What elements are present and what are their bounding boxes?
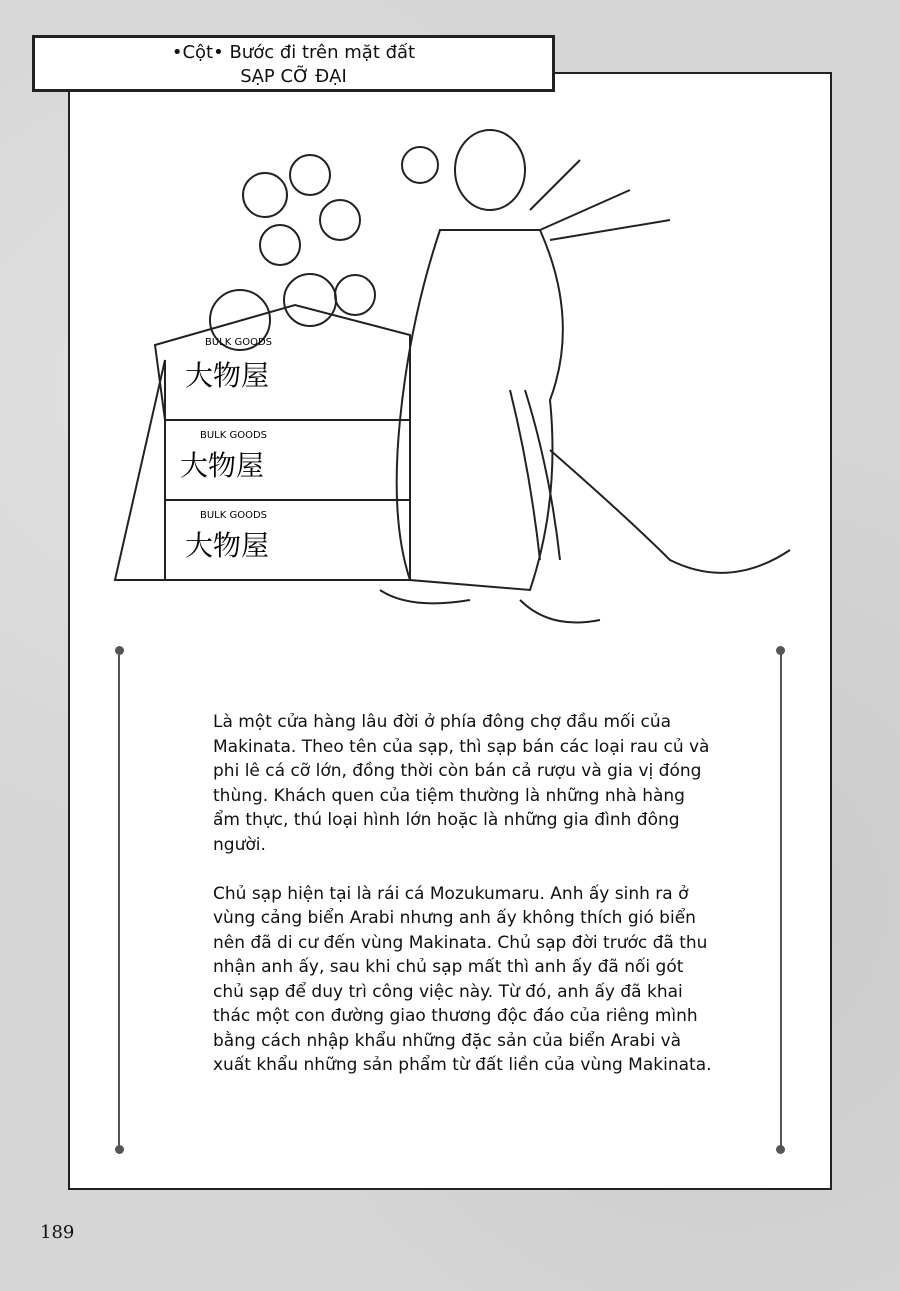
crate-label-en: BULK GOODS	[200, 430, 268, 441]
crate-label-en: BULK GOODS	[200, 510, 268, 521]
crate-label-jp: 大物屋	[180, 449, 265, 482]
page-number: 189	[40, 1222, 75, 1243]
otter-shopkeeper-illustration	[110, 120, 800, 650]
paragraph: Là một cửa hàng lâu đời ở phía đông chợ đầu mối của Makinata. Theo tên của sạp, thì sạp bán các loại rau củ và phi lê cá cỡ lớn, đồng thời còn bán cả rượu và gia vị đóng thùng. Khách quen của tiệm thường là những nhà hàng ẩm thực, thú loại hình lớn hoặc là những gia đình đông người.	[213, 712, 710, 855]
column-label: •Cột• Bước đi trên mặt đất	[171, 42, 416, 63]
article-body	[213, 710, 713, 1102]
page-title: SẠP CỠ ĐẠI	[240, 66, 347, 87]
crate-label-jp: 大物屋	[185, 529, 270, 562]
otter	[380, 130, 790, 623]
crate-label-en: BULK GOODS	[205, 337, 273, 348]
left-text-bracket	[118, 650, 128, 1150]
title-box	[32, 35, 555, 92]
right-text-bracket	[772, 650, 782, 1150]
paragraph: Chủ sạp hiện tại là rái cá Mozukumaru. Anh ấy sinh ra ở vùng cảng biển Arabi nhưng anh ấy không thích gió biển nên đã di cư đến vùng Makinata. Chủ sạp đời trước đã thu nhận anh ấy, sau khi chủ sạp mất thì anh ấy đã nối gót chủ sạp để duy trì công việc này. Từ đó, anh ấy đã khai thác một con đường giao thương độc đáo của riêng mình bằng cách nhập khẩu những đặc sản của biển Arabi và xuất khẩu những sản phẩm từ đất liền của vùng Makinata.	[213, 883, 712, 1075]
crate-label-jp: 大物屋	[185, 359, 270, 392]
